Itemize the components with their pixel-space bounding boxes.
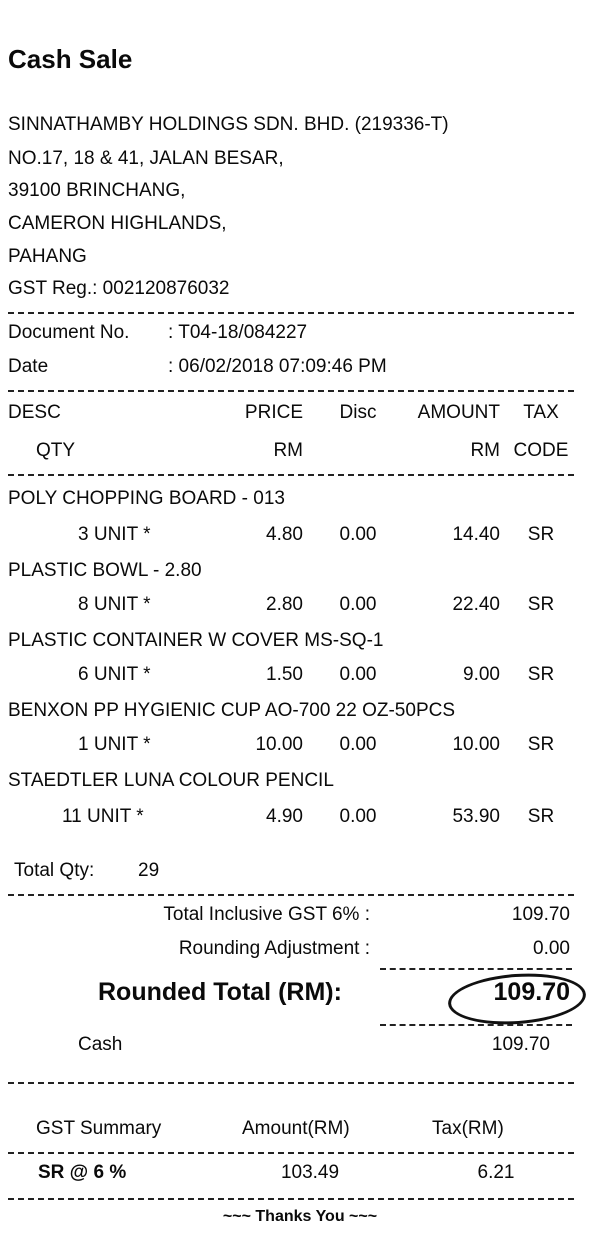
item-qty: 6 UNIT * <box>78 664 151 685</box>
company-name: SINNATHAMBY HOLDINGS SDN. BHD. (219336-T) <box>8 114 449 135</box>
item-price: 2.80 <box>266 594 303 615</box>
date-value: : 06/02/2018 07:09:46 PM <box>168 356 387 377</box>
col-price-unit: RM <box>273 440 303 461</box>
item-amount: 9.00 <box>463 664 500 685</box>
doc-no-value: : T04-18/084227 <box>168 322 308 343</box>
rounding-value: 0.00 <box>533 938 570 959</box>
gst-tax-header: Tax(RM) <box>432 1118 504 1139</box>
total-qty-label: Total Qty: <box>14 860 95 881</box>
item-tax: SR <box>527 806 555 827</box>
divider <box>8 1082 574 1084</box>
incl-gst-label: Total Inclusive GST 6% : <box>163 904 370 925</box>
item-amount: 10.00 <box>452 734 500 755</box>
gst-summary-label: GST Summary <box>36 1118 162 1139</box>
date-label: Date <box>8 356 49 377</box>
divider <box>8 1198 574 1200</box>
gst-row-amount: 103.49 <box>280 1162 340 1183</box>
col-amount: AMOUNT <box>417 402 500 423</box>
divider <box>8 390 574 392</box>
item-qty: 8 UNIT * <box>78 594 151 615</box>
divider <box>8 474 574 476</box>
cash-value: 109.70 <box>491 1034 550 1055</box>
item-tax: SR <box>527 524 555 545</box>
rounded-total-value: 109.70 <box>493 978 570 1006</box>
item-tax: SR <box>527 594 555 615</box>
address-line-3: CAMERON HIGHLANDS, <box>8 213 227 234</box>
item-desc: PLASTIC BOWL - 2.80 <box>8 560 202 581</box>
footer-thanks: ~~~ Thanks You ~~~ <box>222 1208 378 1225</box>
col-amount-unit: RM <box>470 440 500 461</box>
col-tax: TAX <box>523 402 559 423</box>
address-line-1: NO.17, 18 & 41, JALAN BESAR, <box>8 148 284 169</box>
cash-label: Cash <box>78 1034 123 1055</box>
gst-row-label: SR @ 6 % <box>38 1162 127 1183</box>
col-price: PRICE <box>244 402 303 423</box>
total-qty-value: 29 <box>138 860 160 881</box>
item-disc: 0.00 <box>339 734 377 755</box>
item-disc: 0.00 <box>339 524 377 545</box>
doc-no-label: Document No. <box>8 322 130 343</box>
item-amount: 14.40 <box>452 524 500 545</box>
item-disc: 0.00 <box>339 806 377 827</box>
incl-gst-value: 109.70 <box>511 904 570 925</box>
item-amount: 22.40 <box>452 594 500 615</box>
item-desc: BENXON PP HYGIENIC CUP AO-700 22 OZ-50PCS <box>8 700 456 721</box>
col-disc: Disc <box>339 402 377 423</box>
divider <box>8 1152 574 1154</box>
divider <box>8 894 574 896</box>
item-tax: SR <box>527 734 555 755</box>
item-amount: 53.90 <box>452 806 500 827</box>
item-tax: SR <box>527 664 555 685</box>
item-qty: 3 UNIT * <box>78 524 151 545</box>
divider <box>380 1024 572 1026</box>
item-desc: PLASTIC CONTAINER W COVER MS-SQ-1 <box>8 630 384 651</box>
item-desc: STAEDTLER LUNA COLOUR PENCIL <box>8 770 334 791</box>
item-disc: 0.00 <box>339 594 377 615</box>
divider <box>380 968 572 970</box>
address-line-2: 39100 BRINCHANG, <box>8 180 186 201</box>
col-tax-code: CODE <box>513 440 569 461</box>
gst-reg: GST Reg.: 002120876032 <box>8 278 230 299</box>
col-desc: DESC <box>8 402 61 423</box>
item-price: 4.80 <box>266 524 303 545</box>
address-line-4: PAHANG <box>8 246 87 267</box>
item-desc: POLY CHOPPING BOARD - 013 <box>8 488 285 509</box>
item-price: 4.90 <box>266 806 303 827</box>
item-price: 10.00 <box>255 734 303 755</box>
item-price: 1.50 <box>266 664 303 685</box>
rounding-label: Rounding Adjustment : <box>178 938 370 959</box>
divider <box>8 312 574 314</box>
rounded-total-label: Rounded Total (RM): <box>98 978 342 1006</box>
item-disc: 0.00 <box>339 664 377 685</box>
item-qty: 11 UNIT * <box>62 806 144 827</box>
col-qty: QTY <box>36 440 76 461</box>
receipt-title: Cash Sale <box>8 44 133 74</box>
item-qty: 1 UNIT * <box>78 734 151 755</box>
gst-amount-header: Amount(RM) <box>242 1118 350 1139</box>
gst-row-tax: 6.21 <box>477 1162 515 1183</box>
